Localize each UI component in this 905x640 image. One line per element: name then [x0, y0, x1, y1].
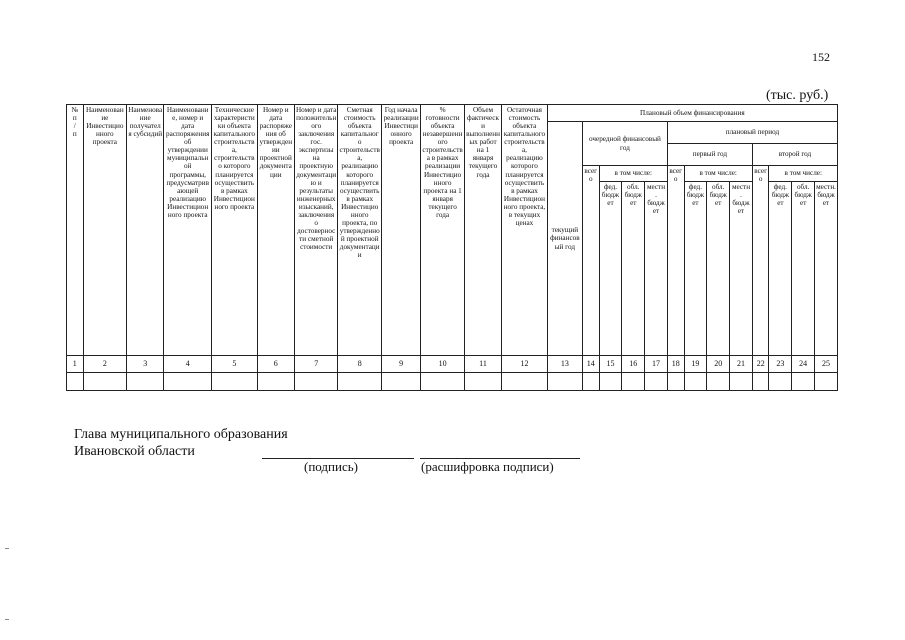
header-second-incl: в том числе: [769, 166, 838, 182]
signatory-title-line2: Ивановской области [74, 444, 195, 459]
header-col-start-year: Год начала реализации Инвестиционного проекта [381, 105, 420, 356]
header-second-fed: фед. бюджет [769, 182, 792, 356]
header-next-mest: местн. бюджет [645, 182, 668, 356]
header-col-recipient: Наименование получателя субсидий [127, 105, 164, 356]
header-next-fed: фед. бюджет [599, 182, 622, 356]
header-second-year: второй год [752, 144, 837, 166]
header-next-obl: обл. бюджет [622, 182, 645, 356]
header-second-obl: обл. бюджет [792, 182, 815, 356]
header-col-number: № п / п [67, 105, 84, 356]
header-first-total: всего [667, 166, 684, 356]
scan-mark [5, 548, 9, 549]
header-col-estimated-cost: Сметная стоимость объекта капитального строительства, реализацию которого планируется осуществить в рамках Инвестиционного проекта, по утвержденной проектной документации [338, 105, 382, 356]
units-label: (тыс. руб.) [766, 88, 829, 103]
header-second-mest: местн. бюджет [815, 182, 838, 356]
column-number: 14 [582, 356, 599, 373]
financing-table [66, 104, 838, 391]
header-next-year: очередной финансовый год [582, 122, 667, 166]
column-number: 3 [127, 356, 164, 373]
column-number: 18 [667, 356, 684, 373]
header-plan-financing: Плановый объем финансирования [547, 105, 837, 122]
header-col-design-approval: Номер и дата распоряжения об утверждении проектной документации [257, 105, 294, 356]
column-number: 4 [164, 356, 212, 373]
header-next-total: всего [582, 166, 599, 356]
column-number: 16 [622, 356, 645, 373]
column-number: 21 [730, 356, 753, 373]
column-number: 15 [599, 356, 622, 373]
column-number: 13 [547, 356, 582, 373]
header-planning-period: плановый период [667, 122, 837, 144]
header-next-incl: в том числе: [599, 166, 667, 182]
header-first-obl: обл. бюджет [707, 182, 730, 356]
signature-label: (подпись) [304, 459, 358, 474]
column-number: 9 [381, 356, 420, 373]
header-first-mest: местн. бюджет [730, 182, 753, 356]
header-col-project-name: Наименование Инвестиционного проекта [83, 105, 127, 356]
table-row [67, 373, 838, 391]
column-number: 1 [67, 356, 84, 373]
column-number: 6 [257, 356, 294, 373]
column-number: 22 [752, 356, 769, 373]
column-number: 20 [707, 356, 730, 373]
column-number: 25 [815, 356, 838, 373]
header-col-readiness: % готовности объекта незавершенного строительства в рамках реализации Инвестиционного проекта на 1 января текущего года [421, 105, 465, 356]
column-number: 11 [464, 356, 501, 373]
header-first-year: первый год [667, 144, 752, 166]
column-number: 7 [294, 356, 338, 373]
column-number: 24 [792, 356, 815, 373]
signature-decode-label: (расшифровка подписи) [421, 459, 554, 474]
column-number: 12 [502, 356, 548, 373]
column-number: 19 [684, 356, 707, 373]
header-current-year: текущий финансовый год [547, 122, 582, 356]
header-col-order: Наименование, номер и дата распоряжения об утверждении муниципальной программы, предусматривающей реализацию Инвестиционного проекта [164, 105, 212, 356]
signatory-title [74, 426, 288, 460]
page-number: 152 [812, 50, 830, 64]
header-second-total: всего [752, 166, 769, 356]
column-number: 8 [338, 356, 382, 373]
column-number: 10 [421, 356, 465, 373]
signatory-title-line1: Глава муниципального образования [74, 427, 288, 442]
header-col-expertise: Номер и дата положительного заключения гос. экспертизы на проектную документацию и результаты инженерных изысканий, заключения о достоверности сметной стоимости [294, 105, 338, 356]
column-number-row [67, 356, 838, 373]
header-col-residual-cost: Остаточная стоимость объекта капитального строительства, реализацию которого планируется осуществить в рамках Инвестиционного проекта, в текущих ценах [502, 105, 548, 356]
scan-mark [5, 619, 9, 620]
header-first-incl: в том числе: [684, 166, 752, 182]
header-first-fed: фед. бюджет [684, 182, 707, 356]
column-number: 23 [769, 356, 792, 373]
column-number: 17 [645, 356, 668, 373]
column-number: 2 [83, 356, 127, 373]
column-number: 5 [212, 356, 258, 373]
header-col-tech-specs: Технические характеристики объекта капитального строительства, строительство которого планируется осуществить в рамках Инвестиционного проекта [212, 105, 258, 356]
header-col-actual-work: Объем фактически выполненных работ на 1 января текущего года [464, 105, 501, 356]
